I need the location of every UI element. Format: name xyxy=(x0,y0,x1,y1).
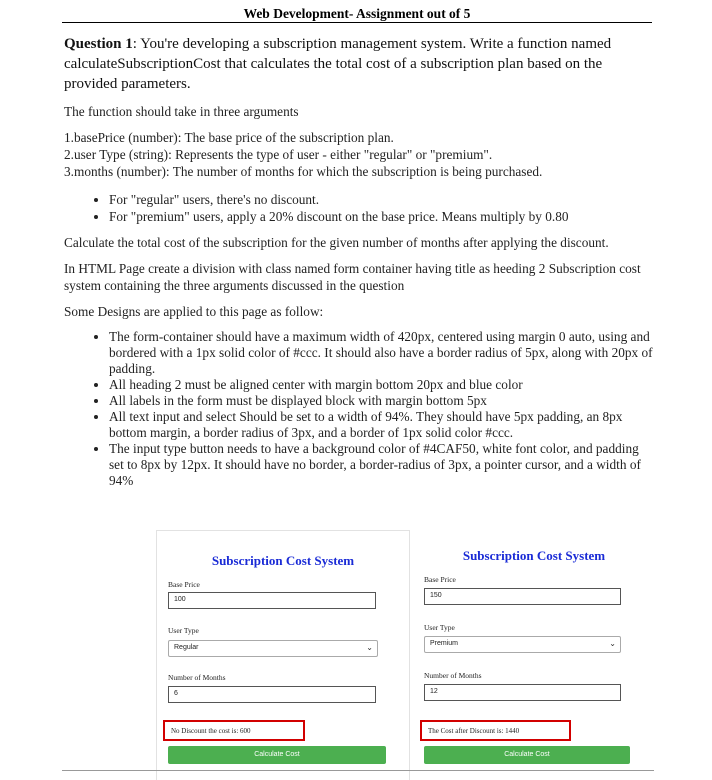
months-label: Number of Months xyxy=(424,671,482,680)
calculate-cost-button[interactable]: Calculate Cost xyxy=(424,746,630,764)
calc-paragraph: Calculate the total cost of the subscription for the given number of months after applying the discount. xyxy=(64,235,609,250)
chevron-down-icon: ⌄ xyxy=(366,643,373,652)
list-item: • All labels in the form must be displayed block with margin bottom 5px xyxy=(109,393,654,409)
discount-rules-list xyxy=(64,191,654,225)
form-title: Subscription Cost System xyxy=(211,553,355,568)
assignment-content xyxy=(64,34,654,498)
chevron-down-icon: ⌄ xyxy=(609,639,616,648)
question-text: : You're developing a subscription management system. Write a function named calculateSubscriptionCost that calculates the total cost of a subscription plan based on the provided parameters. xyxy=(64,36,612,92)
base-price-label: Base Price xyxy=(168,580,200,589)
result-message: The Cost after Discount is: 1440 xyxy=(420,720,571,741)
base-price-input[interactable]: 100 xyxy=(168,592,376,609)
user-type-label: User Type xyxy=(168,626,199,635)
list-item: • For "premium" users, apply a 20% discount on the base price. Means multiply by 0.80 xyxy=(109,208,654,225)
list-item: • The input type button needs to have a background color of #4CAF50, white font color, and padding set to 8px by 12px. It should have no border, a border-radius of 3px, a pointer cursor, and a width of 94% xyxy=(109,441,654,489)
form-container-regular xyxy=(156,530,410,780)
user-type-select[interactable] xyxy=(168,640,378,657)
base-price-input[interactable]: 150 xyxy=(424,588,621,605)
question-paragraph xyxy=(64,34,654,94)
list-item: • The form-container should have a maximum width of 420px, centered using margin 0 auto, using and bordered with a 1px solid color of #ccc. It should also have a border radius of 5px, along with 20px of padding. xyxy=(109,329,654,377)
list-item: 1.basePrice (number): The base price of the subscription plan. xyxy=(64,130,394,145)
footer-divider xyxy=(62,770,654,771)
base-price-label: Base Price xyxy=(424,575,456,584)
page-header-title: Web Development- Assignment out of 5 xyxy=(243,6,471,21)
list-item: 2.user Type (string): Represents the type of user - either "regular" or "premium". xyxy=(64,147,493,162)
list-item: • For "regular" users, there's no discount. xyxy=(109,191,654,208)
args-intro: The function should take in three arguments xyxy=(64,104,299,119)
months-input[interactable]: 6 xyxy=(168,686,376,703)
form-title: Subscription Cost System xyxy=(462,548,606,563)
list-item: 3.months (number): The number of months for which the subscription is being purchased. xyxy=(64,164,543,179)
design-rules-list xyxy=(64,329,654,489)
user-type-selected: Premium xyxy=(430,640,459,647)
user-type-selected: Regular xyxy=(174,644,199,651)
calculate-cost-button[interactable]: Calculate Cost xyxy=(168,746,386,764)
user-type-label: User Type xyxy=(424,623,455,632)
header-divider xyxy=(62,22,652,23)
design-intro: Some Designs are applied to this page as follow: xyxy=(64,304,324,319)
months-label: Number of Months xyxy=(168,673,226,682)
html-paragraph: In HTML Page create a division with class named form container having title as heeding 2 Subscription cost system containing the three arguments discussed in the question xyxy=(64,261,641,293)
list-item: • All heading 2 must be aligned center with margin bottom 20px and blue color xyxy=(109,377,654,393)
question-label: Question 1 xyxy=(64,36,133,52)
form-container-premium xyxy=(420,530,636,780)
user-type-select[interactable] xyxy=(424,636,621,653)
result-message: No Discount the cost is: 600 xyxy=(163,720,305,741)
months-input[interactable]: 12 xyxy=(424,684,621,701)
args-list xyxy=(64,129,654,180)
list-item: • All text input and select Should be set to a width of 94%. They should have 5px padding, an 8px bottom margin, a border radius of 3px, and a border of 1px solid color #ccc. xyxy=(109,409,654,441)
